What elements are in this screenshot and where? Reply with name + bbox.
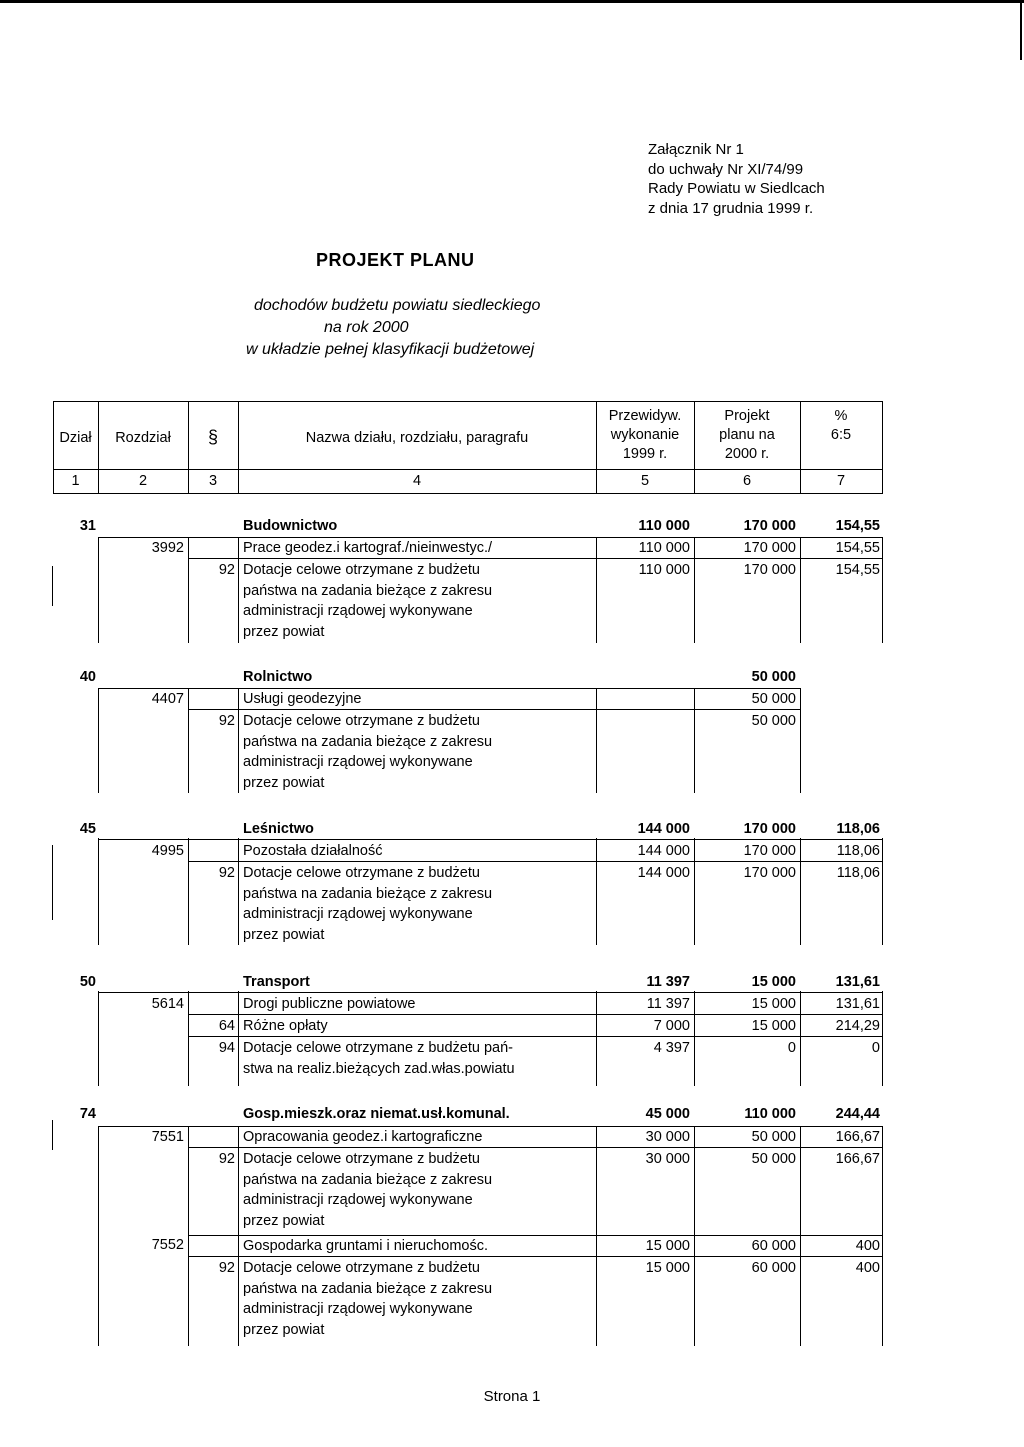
column-number: 7 bbox=[836, 473, 846, 489]
value-col7: 166,67 bbox=[835, 1129, 880, 1145]
body-col-divider bbox=[882, 537, 883, 643]
row-border bbox=[188, 558, 883, 559]
value-col6: 170 000 bbox=[743, 821, 796, 837]
attachment-note bbox=[648, 140, 825, 218]
value-col7: 400 bbox=[855, 1260, 880, 1276]
paragraf-code: 92 bbox=[218, 713, 235, 729]
value-col5: 110 000 bbox=[638, 518, 690, 534]
paragraf-code: 92 bbox=[218, 1260, 235, 1276]
header-text: wykonanie bbox=[610, 427, 680, 443]
page-edge-top bbox=[0, 0, 1024, 3]
body-col-divider bbox=[596, 688, 597, 793]
header-rozdzial: Rozdział bbox=[115, 430, 171, 446]
value-col5: 30 000 bbox=[645, 1129, 690, 1145]
value-col7: 118,06 bbox=[836, 865, 880, 881]
rozdzial-name: Usługi geodezyjne bbox=[243, 691, 362, 707]
value-col6: 50 000 bbox=[751, 669, 796, 685]
value-col7: 400 bbox=[855, 1238, 880, 1254]
value-col7: 131,61 bbox=[835, 974, 880, 990]
header-text: planu na bbox=[719, 427, 775, 443]
dzial-name: Budownictwo bbox=[243, 518, 338, 534]
paragraf-name-line: stwa na realiz.bieżących zad.włas.powiatu bbox=[243, 1060, 515, 1077]
paragraf-name bbox=[243, 1149, 492, 1231]
header-col-divider bbox=[882, 401, 883, 494]
paragraf-name-line: państwa na zadania bieżące z zakresu bbox=[243, 582, 493, 599]
page-number: Strona 1 bbox=[483, 1388, 541, 1405]
value-col7: 166,67 bbox=[835, 1151, 880, 1167]
value-col6: 15 000 bbox=[751, 1018, 796, 1034]
value-col5: 144 000 bbox=[637, 821, 690, 837]
value-col6: 0 bbox=[787, 1040, 796, 1056]
body-col-divider bbox=[882, 838, 883, 945]
paragraf-code: 92 bbox=[218, 1151, 235, 1167]
rozdzial-code: 7552 bbox=[151, 1237, 184, 1253]
header-projekt bbox=[694, 407, 800, 464]
header-przewidyw bbox=[596, 407, 694, 464]
page-title: PROJEKT PLANU bbox=[316, 250, 475, 270]
row-border bbox=[188, 1036, 883, 1037]
subtitle-line: w układzie pełnej klasyfikacji budżetowej bbox=[246, 341, 535, 358]
paragraf-name-line: państwa na zadania bieżące z zakresu bbox=[243, 1280, 493, 1297]
row-border bbox=[188, 1147, 883, 1148]
value-col7: 0 bbox=[871, 1040, 880, 1056]
value-col7: 214,29 bbox=[835, 1018, 880, 1034]
column-number: 4 bbox=[412, 473, 422, 489]
rozdzial-code: 4407 bbox=[151, 691, 184, 707]
paragraf-name-line: Dotacje celowe otrzymane z budżetu bbox=[243, 713, 480, 729]
paragraf-name bbox=[243, 1258, 492, 1340]
paragraf-name-line: przez powiat bbox=[243, 1321, 325, 1338]
body-col-divider bbox=[882, 1126, 883, 1346]
header-mid-border bbox=[53, 469, 883, 470]
value-col6: 60 000 bbox=[751, 1260, 796, 1276]
paragraf-name-line: administracji rządowej wykonywane bbox=[243, 1192, 473, 1208]
row-border bbox=[188, 709, 801, 710]
header-text: 2000 r. bbox=[724, 446, 770, 462]
column-number: 5 bbox=[640, 473, 650, 489]
header-paragraf: § bbox=[207, 427, 218, 447]
subtitle-line: dochodów budżetu powiatu siedleckiego bbox=[254, 297, 541, 314]
paragraf-name-line: państwa na zadania bieżące z zakresu bbox=[243, 733, 493, 750]
paragraf-name bbox=[243, 711, 492, 793]
paragraf-name-line: Dotacje celowe otrzymane z budżetu pań- bbox=[243, 1040, 514, 1056]
value-col6: 50 000 bbox=[751, 691, 796, 707]
paragraf-code: 92 bbox=[218, 865, 235, 881]
dzial-name: Transport bbox=[243, 974, 310, 990]
paragraf-name: Różne opłaty bbox=[243, 1018, 328, 1034]
value-col7: 118,06 bbox=[836, 821, 880, 837]
value-col5: 15 000 bbox=[645, 1260, 690, 1276]
dzial-name: Rolnictwo bbox=[243, 669, 313, 685]
paragraf-name-line: Dotacje celowe otrzymane z budżetu bbox=[243, 865, 480, 881]
dzial-name: Gosp.mieszk.oraz niemat.usł.komunal. bbox=[243, 1106, 510, 1122]
row-border bbox=[188, 861, 883, 862]
rozdzial-code: 3992 bbox=[151, 540, 184, 556]
left-margin-mark bbox=[52, 1120, 53, 1150]
header-text: 1999 r. bbox=[622, 446, 668, 462]
attachment-line: z dnia 17 grudnia 1999 r. bbox=[648, 199, 814, 217]
paragraf-name-line: przez powiat bbox=[243, 774, 325, 791]
value-col6: 50 000 bbox=[751, 1151, 796, 1167]
header-bottom-border bbox=[53, 493, 883, 494]
header-text: 6:5 bbox=[830, 427, 852, 443]
attachment-line: Rady Powiatu w Siedlcach bbox=[648, 180, 825, 197]
rozdzial-name: Opracowania geodez.i kartograficzne bbox=[243, 1129, 483, 1145]
value-col6: 170 000 bbox=[743, 540, 796, 556]
rozdzial-code: 4995 bbox=[151, 843, 184, 859]
row-border bbox=[188, 1014, 883, 1015]
header-percent bbox=[800, 407, 882, 445]
value-col7: 244,44 bbox=[835, 1106, 880, 1122]
paragraf-name-line: przez powiat bbox=[243, 1212, 325, 1229]
column-number: 1 bbox=[71, 473, 80, 489]
rozdzial-name: Prace geodez.i kartograf./nieinwestyc./ bbox=[243, 540, 493, 556]
paragraf-name-line: administracji rządowej wykonywane bbox=[243, 1301, 473, 1317]
paragraf-name bbox=[243, 1038, 515, 1079]
header-text: Przewidyw. bbox=[608, 408, 682, 424]
dzial-code: 50 bbox=[79, 974, 96, 990]
attachment-line: Załącznik Nr 1 bbox=[648, 141, 744, 158]
value-col7: 118,06 bbox=[836, 843, 880, 859]
body-col-divider bbox=[188, 838, 189, 945]
dzial-code: 45 bbox=[79, 821, 96, 837]
header-nazwa: Nazwa działu, rozdziału, paragrafu bbox=[305, 430, 529, 446]
value-col5: 30 000 bbox=[645, 1151, 690, 1167]
left-margin-mark bbox=[52, 566, 53, 606]
header-dzial: Dział bbox=[59, 430, 92, 446]
paragraf-code: 92 bbox=[218, 562, 235, 578]
value-col6: 170 000 bbox=[743, 518, 796, 534]
dzial-code: 40 bbox=[79, 669, 96, 685]
body-col-divider bbox=[882, 991, 883, 1086]
value-col5: 144 000 bbox=[637, 843, 690, 859]
column-number: 2 bbox=[138, 473, 148, 489]
header-text: % bbox=[834, 408, 848, 424]
paragraf-name-line: Dotacje celowe otrzymane z budżetu bbox=[243, 1151, 480, 1167]
value-col7: 131,61 bbox=[835, 996, 880, 1012]
body-col-divider bbox=[238, 1126, 239, 1346]
body-col-divider bbox=[188, 537, 189, 643]
value-col5: 110 000 bbox=[638, 562, 690, 578]
value-col7: 154,55 bbox=[835, 518, 880, 534]
paragraf-name-line: administracji rządowej wykonywane bbox=[243, 603, 473, 619]
body-col-divider bbox=[800, 688, 801, 793]
paragraf-name-line: przez powiat bbox=[243, 926, 325, 943]
value-col6: 170 000 bbox=[743, 843, 796, 859]
value-col7: 154,55 bbox=[835, 562, 880, 578]
column-number: 6 bbox=[742, 473, 752, 489]
row-border bbox=[98, 992, 883, 993]
body-col-divider bbox=[238, 838, 239, 945]
value-col5: 110 000 bbox=[638, 540, 690, 556]
body-col-divider bbox=[238, 991, 239, 1086]
paragraf-name-line: Dotacje celowe otrzymane z budżetu bbox=[243, 1260, 480, 1276]
left-margin-mark bbox=[52, 845, 53, 920]
body-col-divider bbox=[238, 688, 239, 793]
paragraf-name-line: państwa na zadania bieżące z zakresu bbox=[243, 1171, 493, 1188]
value-col6: 110 000 bbox=[744, 1106, 796, 1122]
dzial-name: Leśnictwo bbox=[243, 821, 314, 837]
attachment-line: do uchwały Nr XI/74/99 bbox=[648, 160, 804, 178]
value-col6: 170 000 bbox=[743, 865, 796, 881]
value-col5: 7 000 bbox=[653, 1018, 690, 1034]
value-col5: 4 397 bbox=[653, 1040, 690, 1056]
dzial-code: 31 bbox=[79, 518, 96, 534]
value-col6: 15 000 bbox=[751, 996, 796, 1012]
header-top-border bbox=[53, 401, 883, 402]
paragraf-name bbox=[243, 863, 492, 945]
paragraf-code: 94 bbox=[218, 1040, 235, 1056]
row-border bbox=[98, 839, 883, 840]
body-col-divider bbox=[238, 537, 239, 643]
value-col5: 11 397 bbox=[646, 974, 690, 990]
value-col5: 144 000 bbox=[637, 865, 690, 881]
paragraf-name-line: administracji rządowej wykonywane bbox=[243, 906, 473, 922]
header-text: Projekt bbox=[724, 408, 770, 424]
paragraf-code: 64 bbox=[218, 1018, 235, 1034]
paragraf-name-line: Dotacje celowe otrzymane z budżetu bbox=[243, 562, 480, 578]
value-col6: 170 000 bbox=[743, 562, 796, 578]
value-col6: 60 000 bbox=[751, 1238, 796, 1254]
paragraf-name-line: przez powiat bbox=[243, 623, 325, 640]
paragraf-name-line: administracji rządowej wykonywane bbox=[243, 754, 473, 770]
rozdzial-name: Gospodarka gruntami i nieruchomośc. bbox=[243, 1238, 489, 1254]
paragraf-name bbox=[243, 560, 492, 642]
column-number: 3 bbox=[208, 473, 218, 489]
rozdzial-name: Pozostała działalność bbox=[243, 843, 383, 859]
value-col6: 50 000 bbox=[751, 713, 796, 729]
rozdzial-name: Drogi publiczne powiatowe bbox=[243, 996, 416, 1012]
rozdzial-code: 7551 bbox=[151, 1129, 184, 1145]
value-col6: 50 000 bbox=[751, 1129, 796, 1145]
value-col5: 15 000 bbox=[645, 1238, 690, 1254]
row-border bbox=[188, 1256, 883, 1257]
rozdzial-code: 5614 bbox=[151, 996, 184, 1012]
value-col6: 15 000 bbox=[751, 974, 796, 990]
value-col7: 154,55 bbox=[835, 540, 880, 556]
paragraf-name-line: państwa na zadania bieżące z zakresu bbox=[243, 885, 493, 902]
dzial-code: 74 bbox=[79, 1106, 96, 1122]
subtitle-line: na rok 2000 bbox=[324, 319, 409, 336]
body-col-divider bbox=[188, 688, 189, 793]
page-edge-right bbox=[1020, 0, 1022, 60]
value-col5: 11 397 bbox=[646, 996, 690, 1012]
value-col5: 45 000 bbox=[645, 1106, 690, 1122]
